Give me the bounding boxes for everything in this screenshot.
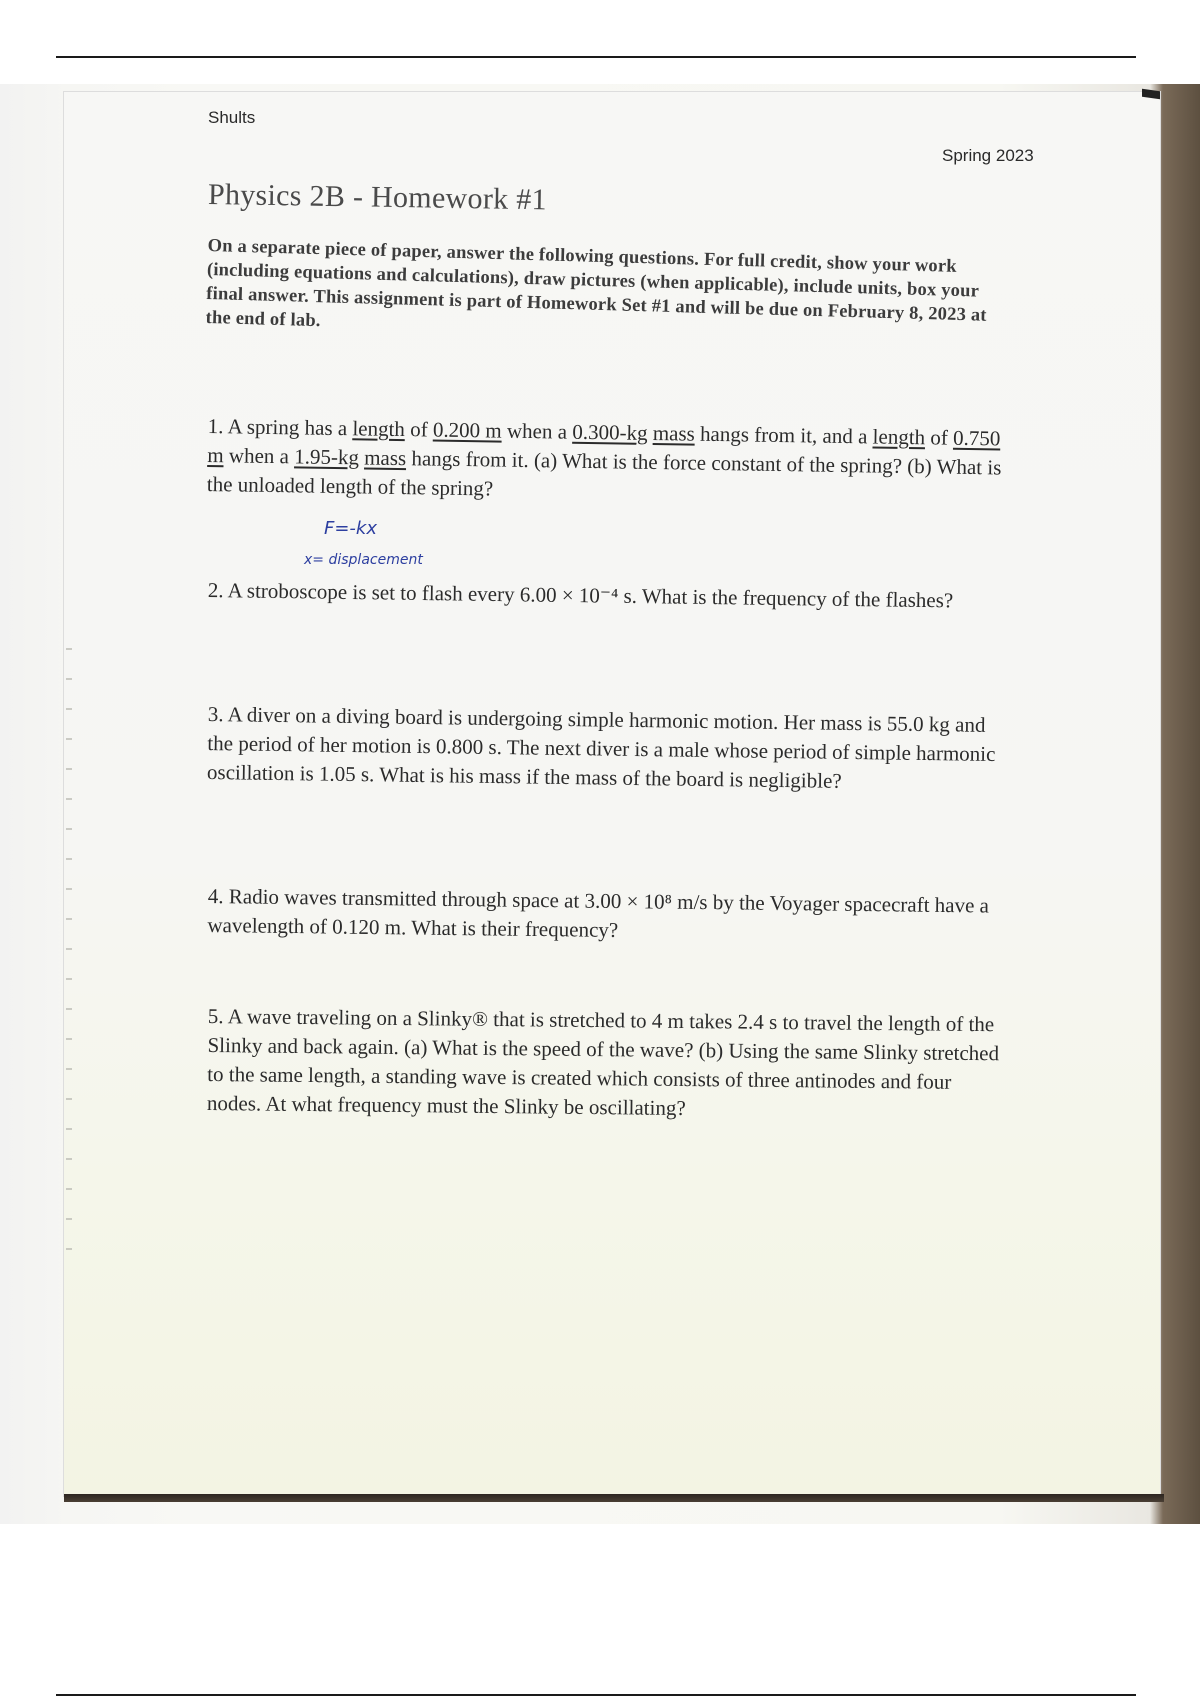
top-rule (56, 56, 1136, 58)
margin-ticks (66, 620, 72, 1260)
q1-underlined: 0.300-kg (572, 419, 648, 445)
q1-text: of (924, 425, 954, 450)
q1-underlined: mass (364, 445, 407, 471)
author-name: Shults (208, 108, 256, 127)
q1-underlined: 1.95-kg (294, 444, 360, 470)
q1-underlined: mass (652, 420, 695, 446)
handwritten-equation: F=-kx (324, 518, 378, 539)
q1-text: when a (223, 443, 295, 469)
question-4: 4. Radio waves transmitted through space at 3.00 × 10⁸ m/s by the Voyager spacecraft have a wavelength of 0.120 m. What is their frequency? (207, 883, 990, 943)
q1-text: of (404, 417, 434, 442)
question-5: 5. A wave traveling on a Slinky® that is stretched to 4 m takes 2.4 s to travel the length of the Slinky and back again. (a) What is the speed of the wave? (b) Using the same Slinky stretched to the same length, a standing wave is created which consists of three antinodes and four nodes. At what frequency must the Slinky be oscillating? (206, 1003, 1000, 1121)
q1-underlined: 0.200 m (432, 417, 502, 443)
q1-text: hangs from it, and a (694, 421, 873, 449)
q1-text: hangs from it. (a) What is the force constant of the spring? (b) What is the unloaded length of the spring? (206, 446, 1002, 501)
q1-text: when a (501, 418, 573, 444)
q1-text: 1. A spring has a (207, 413, 353, 441)
term-label: Spring 2023 (942, 146, 1034, 165)
q1-underlined: length (352, 416, 406, 442)
q1-underlined: length (872, 424, 926, 450)
q1-underlined: 0.750 m (207, 425, 1001, 468)
question-3: 3. A diver on a diving board is undergoing simple harmonic motion. Her mass is 55.0 kg and the period of her motion is 0.800 s. The next diver is a male whose period of simple harmonic oscillation is 1.05 s. What is his mass if the mass of the board is negligible? (206, 701, 996, 793)
page-title: Physics 2B - Homework #1 (207, 178, 548, 217)
instructions-paragraph: On a separate piece of paper, answer the following questions. For full credit, show your work (including equations and calculations), draw pictures (when applicable), include units, box your final answer. This assignment is part of Homework Set #1 and will be due on February 8, 2023 at the end of lab. (205, 235, 987, 332)
handwritten-note: x= displacement (304, 552, 423, 568)
paper-edge-shadow (64, 1494, 1164, 1502)
question-1 (207, 412, 1008, 512)
question-2: 2. A stroboscope is set to flash every 6.00 × 10⁻⁴ s. What is the frequency of the flashes? (207, 577, 954, 613)
bottom-rule (56, 1694, 1136, 1696)
